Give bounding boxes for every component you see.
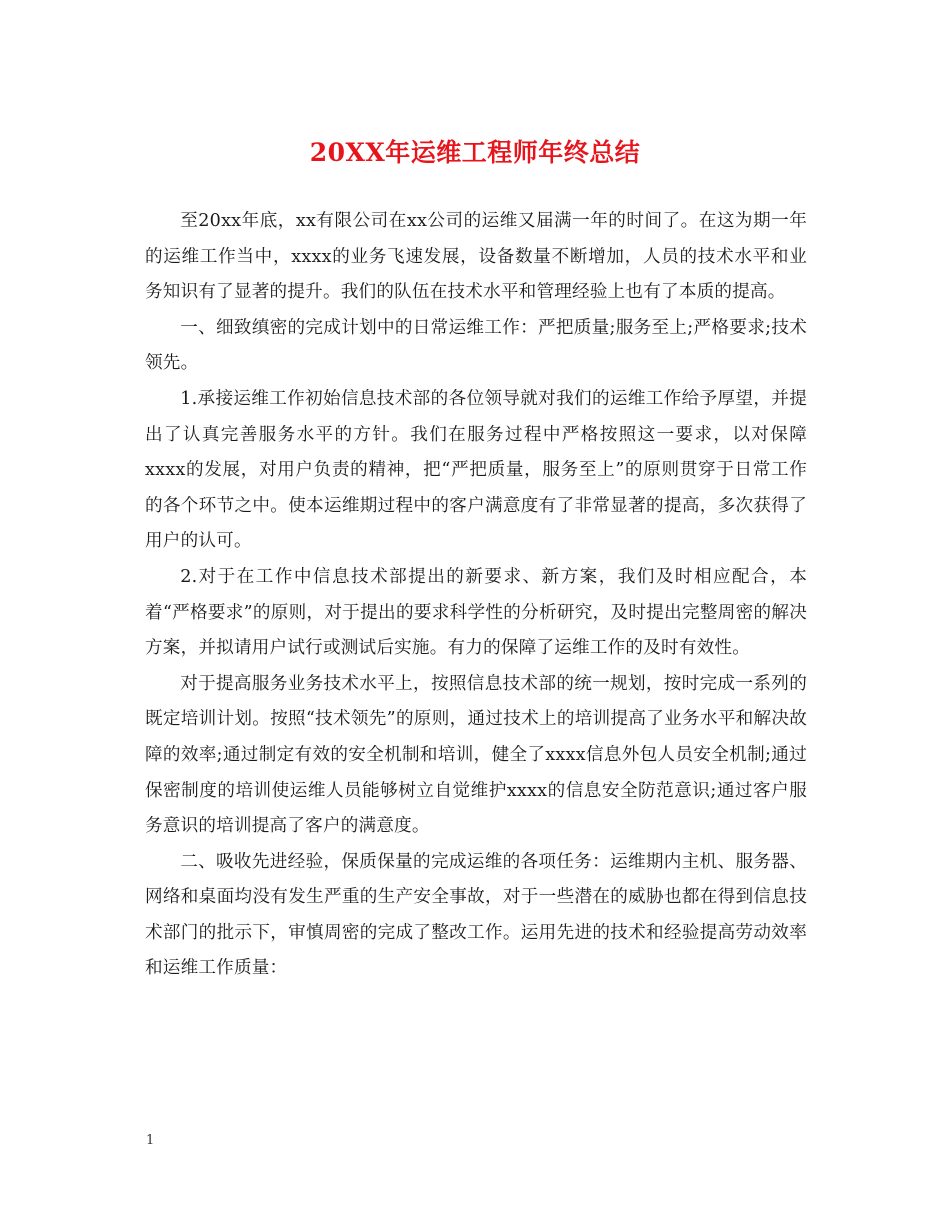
- paragraph-section-one-heading: 一、细致缜密的完成计划中的日常运维工作：严把质量;服务至上;严格要求;技术领先。: [145, 317, 807, 374]
- paragraph-item-two: 2.对于在工作中信息技术部提出的新要求、新方案，我们及时相应配合，本着“严格要求”的原则，对于提出的要求科学性的分析研究，及时提出完整周密的解决方案，并拟请用户试行或测试后实施。有力的保障了运维工作的及时有效性。: [145, 566, 807, 659]
- paragraph-section-two-heading: 二、吸收先进经验，保质保量的完成运维的各项任务：运维期内主机、服务器、网络和桌面均没有发生严重的生产安全事故，对于一些潜在的威胁也都在得到信息技术部门的批示下，审慎周密的完成了整改工作。运用先进的技术和经验提高劳动效率和运维工作质量：: [145, 851, 807, 979]
- paragraph-intro: 至20xx年底，xx有限公司在xx公司的运维又届满一年的时间了。在这为期一年的运维工作当中，xxxx的业务飞速发展，设备数量不断增加，人员的技术水平和业务知识有了显著的提升。我们的队伍在技术水平和管理经验上也有了本质的提高。: [145, 211, 807, 303]
- paragraph-item-one: 1.承接运维工作初始信息技术部的各位领导就对我们的运维工作给予厚望，并提出了认真完善服务水平的方针。我们在服务过程中严格按照这一要求，以对保障xxxx的发展，对用户负责的精神，把“严把质量，服务至上”的原则贯穿于日常工作的各个环节之中。使本运维期过程中的客户满意度有了非常显著的提高，多次获得了用户的认可。: [145, 388, 807, 552]
- document-body: [145, 204, 807, 987]
- paragraph-training: 对于提高服务业务技术水平上，按照信息技术部的统一规划，按时完成一系列的既定培训计划。按照“技术领先”的原则，通过技术上的培训提高了业务水平和解决故障的效率;通过制定有效的安全机制和培训，健全了xxxx信息外包人员安全机制;通过保密制度的培训使运维人员能够树立自觉维护xxxx的信息安全防范意识;通过客户服务意识的培训提高了客户的满意度。: [145, 673, 807, 837]
- page-number: 1: [146, 1133, 155, 1148]
- document-title: 20XX年运维工程师年终总结: [309, 138, 641, 167]
